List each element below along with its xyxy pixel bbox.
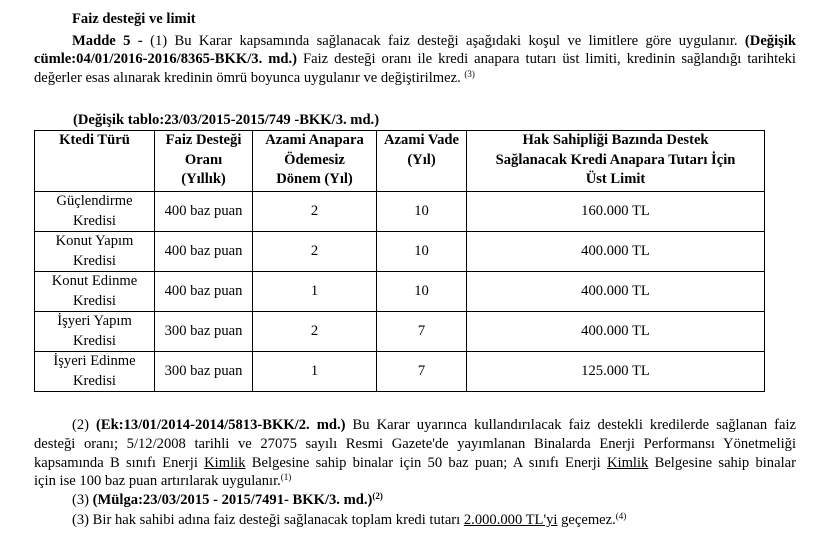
table-row xyxy=(35,312,765,352)
cell-limit: 400.000 TL xyxy=(467,232,765,272)
cell-rate: 400 baz puan xyxy=(155,272,253,312)
para3a-amendment: (Mülga:23/03/2015 - 2015/7491- BKK/3. md.) xyxy=(92,492,373,508)
madde-text-1: (1) Bu Karar kapsamında sağlanacak faiz desteği aşağıdaki koşul ve limitlere göre uygulanır. xyxy=(142,33,745,49)
para2-line-2 xyxy=(34,435,796,453)
table-row xyxy=(35,232,765,272)
cell-grace: 2 xyxy=(253,232,377,272)
cell-term: 10 xyxy=(377,272,467,312)
madde-line-2 xyxy=(34,50,796,68)
header-max-term: Azami Vade (Yıl) xyxy=(377,131,467,192)
cell-rate: 300 baz puan xyxy=(155,312,253,352)
cell-limit: 400.000 TL xyxy=(467,272,765,312)
para2-text-3a: kapsamında B sınıfı Enerji xyxy=(34,455,205,471)
madde-line-3 xyxy=(34,69,475,87)
header-grace-period: Azami Anapara Ödemesiz Dönem (Yıl) xyxy=(253,131,377,192)
footnote-ref: (3) xyxy=(464,69,475,79)
cell-limit: 160.000 TL xyxy=(467,192,765,232)
para3-repealed xyxy=(72,491,383,509)
para3b-text-a: (3) Bir hak sahibi adına faiz desteği sağlanacak toplam kredi tutarı xyxy=(72,512,464,528)
para2-number: (2) xyxy=(72,417,97,433)
cell-credit-type: İşyeri Yapım Kredisi xyxy=(35,312,155,352)
para3-limit xyxy=(72,511,626,529)
cell-credit-type: İşyeri Edinme Kredisi xyxy=(35,352,155,392)
madde-amendment-1: (Değişik xyxy=(744,33,796,49)
para2-line-1 xyxy=(34,416,796,434)
header-credit-type: Ktedi Türü xyxy=(35,131,155,192)
para3a-number: (3) xyxy=(72,492,93,508)
section-heading xyxy=(72,10,196,28)
para2-line-3 xyxy=(34,454,796,472)
madde-amendment-2: cümle:04/01/2016-2016/8365-BKK/3. md.) xyxy=(34,51,298,67)
cell-rate: 300 baz puan xyxy=(155,352,253,392)
cell-grace: 1 xyxy=(253,352,377,392)
cell-grace: 2 xyxy=(253,312,377,352)
cell-credit-type: Güçlendirme Kredisi xyxy=(35,192,155,232)
para2-text-3b: Belgesine sahip binalar için 50 baz puan; A sınıfı Enerji xyxy=(245,455,607,471)
footnote-ref: (2) xyxy=(372,491,383,501)
footnote-ref: (1) xyxy=(280,472,292,482)
table-header-row xyxy=(35,131,765,192)
header-rate: Faiz Desteği Oranı (Yıllık) xyxy=(155,131,253,192)
cell-limit: 400.000 TL xyxy=(467,312,765,352)
table-row xyxy=(35,192,765,232)
kimlik-link-1: Kimlik xyxy=(204,455,246,471)
heading-text: Faiz desteği ve limit xyxy=(72,11,196,27)
cell-term: 7 xyxy=(377,312,467,352)
cell-rate: 400 baz puan xyxy=(155,232,253,272)
cell-rate: 400 baz puan xyxy=(155,192,253,232)
para2-amendment: (Ek:13/01/2014-2014/5813-BKK/2. md.) xyxy=(96,417,346,433)
para2-text-1: Bu Karar uyarınca kullandırılacak faiz destekli kredilerde sağlanan faiz xyxy=(345,417,797,433)
para2-line-4 xyxy=(34,472,291,490)
header-upper-limit: Hak Sahipliği Bazında Destek Sağlanacak Kredi Anapara Tutarı İçin Üst Limit xyxy=(467,131,765,192)
madde-line-1 xyxy=(34,32,796,50)
para3b-text-b: geçemez. xyxy=(557,512,616,528)
madde-text-3: değerler esas alınarak kredinin ömrü boyunca uygulanır ve değiştirilmez. xyxy=(34,70,465,86)
madde-label: Madde 5 - xyxy=(72,33,143,49)
para2-text-2: desteği oranı; 5/12/2008 tarihli ve 27075 sayılı Resmi Gazete'de yayımlanan Binalarda Enerji Performansı Yönetmeliği xyxy=(34,436,796,452)
cell-credit-type: Konut Yapım Kredisi xyxy=(35,232,155,272)
madde-text-2: Faiz desteği oranı ile kredi anapara tutarı üst limiti, kredinin sağlandığı tarihteki xyxy=(297,51,796,67)
total-limit-amount: 2.000.000 TL'yi xyxy=(463,512,558,528)
credit-limits-table xyxy=(34,130,765,392)
para2-text-4: için ise 100 baz puan artırılarak uygulanır. xyxy=(34,473,281,489)
cell-term: 10 xyxy=(377,232,467,272)
table-note xyxy=(73,111,379,129)
cell-grace: 1 xyxy=(253,272,377,312)
table-note-text: (Değişik tablo:23/03/2015-2015/749 -BKK/3. md.) xyxy=(73,112,380,128)
footnote-ref: (4) xyxy=(615,511,627,521)
cell-grace: 2 xyxy=(253,192,377,232)
cell-term: 7 xyxy=(377,352,467,392)
kimlik-link-2: Kimlik xyxy=(606,455,649,471)
cell-credit-type: Konut Edinme Kredisi xyxy=(35,272,155,312)
table-row xyxy=(35,352,765,392)
para2-text-3c: Belgesine sahip binalar xyxy=(648,455,796,471)
cell-limit: 125.000 TL xyxy=(467,352,765,392)
table-row xyxy=(35,272,765,312)
cell-term: 10 xyxy=(377,192,467,232)
